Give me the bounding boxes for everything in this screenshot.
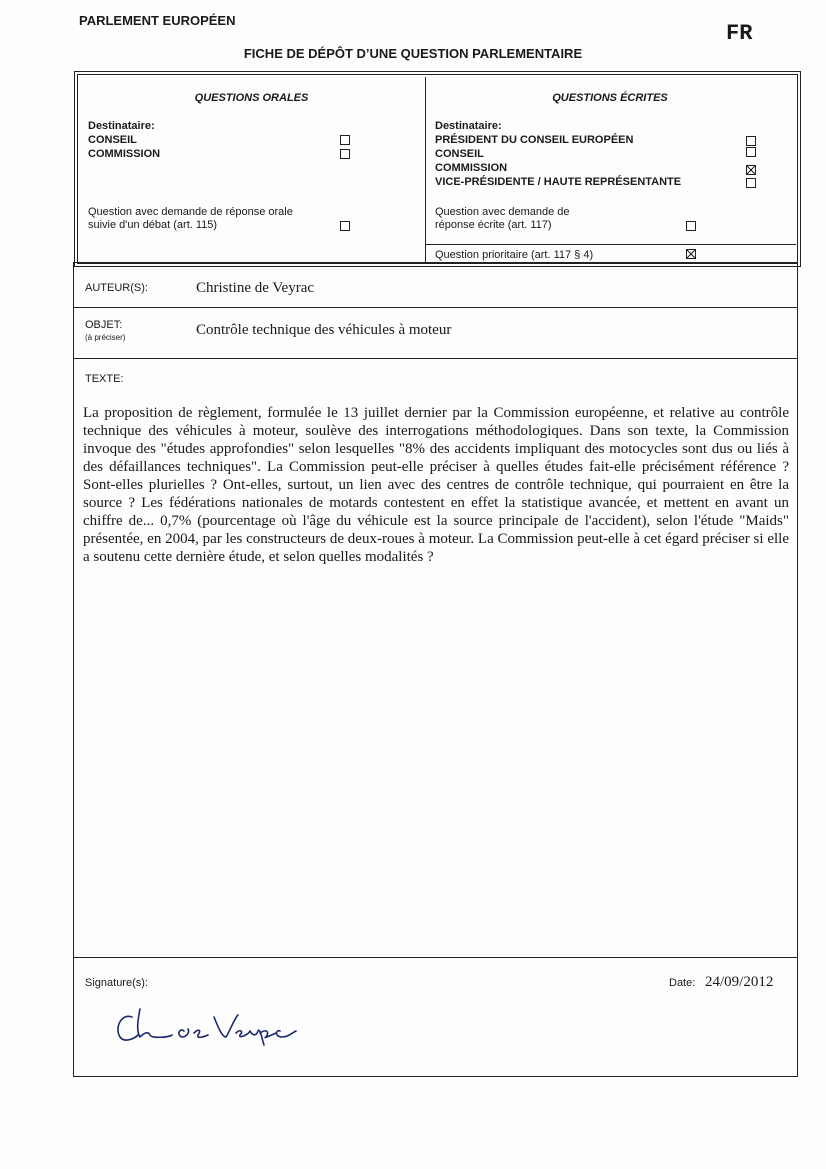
- subject-value: Contrôle technique des véhicules à moteur: [196, 322, 452, 338]
- oral-commission-checkbox[interactable]: [340, 149, 350, 159]
- author-value: Christine de Veyrac: [196, 280, 315, 296]
- signature-label: Signature(s):: [85, 977, 148, 989]
- written-answer-line2: réponse écrite (art. 117): [435, 219, 552, 231]
- text-label: TEXTE:: [85, 373, 124, 385]
- written-recipient-vp-hr: VICE-PRÉSIDENTE / HAUTE REPRÉSENTANTE: [435, 176, 682, 188]
- oral-recipient-conseil: CONSEIL: [88, 134, 137, 146]
- written-recipient-president: PRÉSIDENT DU CONSEIL EUROPÉEN: [435, 134, 634, 146]
- written-commission-checkbox[interactable]: [746, 165, 756, 175]
- oral-conseil-checkbox[interactable]: [340, 135, 350, 145]
- written-recipient-label: Destinataire:: [435, 120, 502, 132]
- author-row: [73, 262, 798, 308]
- oral-debate-line1: Question avec demande de réponse orale: [88, 206, 293, 218]
- author-label: AUTEUR(S):: [85, 282, 148, 294]
- organisation-name: PARLEMENT EUROPÉEN: [79, 13, 236, 28]
- oral-recipient-label: Destinataire:: [88, 120, 155, 132]
- form-title: FICHE DE DÉPÔT D’UNE QUESTION PARLEMENTAIRE: [243, 46, 583, 61]
- oral-questions-title: QUESTIONS ORALES: [194, 92, 309, 104]
- written-conseil-checkbox[interactable]: [746, 147, 756, 157]
- date-label: Date:: [669, 977, 696, 989]
- written-answer-line1: Question avec demande de: [435, 206, 570, 218]
- written-president-checkbox[interactable]: [746, 136, 756, 146]
- column-divider: [425, 77, 426, 262]
- priority-question-label: Question prioritaire (art. 117 § 4): [435, 249, 594, 261]
- handwritten-signature: [110, 1005, 310, 1049]
- date-value: 24/09/2012: [705, 974, 774, 990]
- oral-recipient-commission: COMMISSION: [88, 148, 161, 160]
- question-body: La proposition de règlement, formulée le 13 juillet dernier par la Commission européenne, et relative au contrôle technique des véhicules à moteur, soulève des interrogations méthodologiques. Dans son texte, la Commission invoque des "études approfondies" selon lesquelles "8% des accidents impliquant des motocycles sont dus ou liés à des défaillances techniques". La Commission peut-elle préciser à quelles études fait-elle précisément référence ? Sont-elles plurielles ? Ont-elles, surtout, un lien avec des centres de contrôle technique, qui pourraient en être la source ? Les fédérations nationales de motards contestent en effet la statistique avancée, et mettent en avant un chiffre de... 0,7% (pourcentage où l'âge du véhicule est la source principale de l'accident), selon l'étude "Maids" présentée, en 2004, par les constructeurs de deux-roues à moteur. La Commission peut-elle à cet égard préciser si elle a soutenu cette dernière étude, et selon quelles modalités ?: [83, 405, 789, 565]
- subject-label: OBJET:: [85, 319, 123, 331]
- priority-question-checkbox[interactable]: [686, 249, 696, 259]
- language-code: FR: [726, 21, 753, 46]
- oral-debate-line2: suivie d'un débat (art. 115): [88, 219, 218, 231]
- written-answer-checkbox[interactable]: [686, 221, 696, 231]
- written-vp-hr-checkbox[interactable]: [746, 178, 756, 188]
- oral-debate-checkbox[interactable]: [340, 221, 350, 231]
- priority-separator: [426, 244, 796, 245]
- subject-sublabel: (à préciser): [85, 333, 126, 342]
- written-recipient-conseil: CONSEIL: [435, 148, 484, 160]
- written-recipient-commission: COMMISSION: [435, 162, 508, 174]
- written-questions-title: QUESTIONS ÉCRITES: [552, 92, 668, 104]
